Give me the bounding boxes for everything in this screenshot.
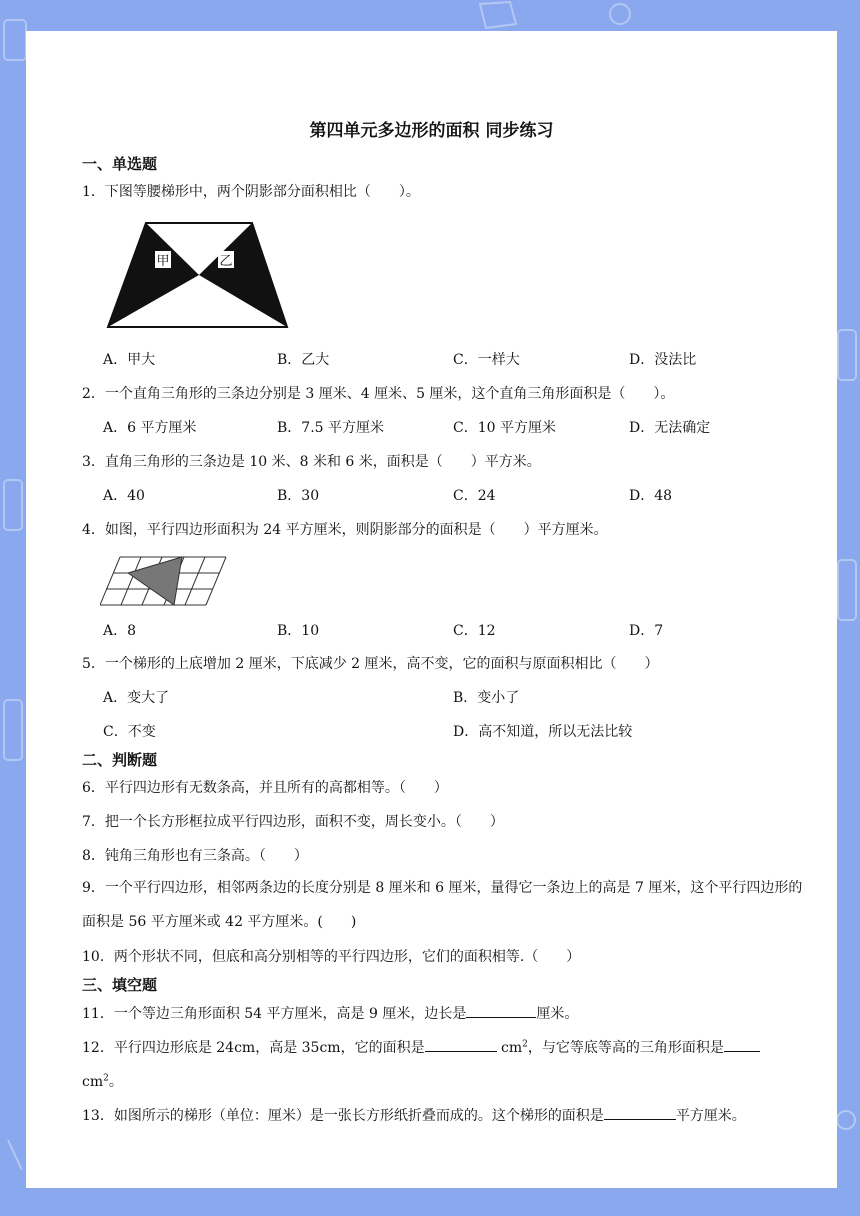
q2-option-b[interactable]: B．7.5 平方厘米: [277, 420, 385, 436]
question-7: 7．把一个长方形框拉成平行四边形，面积不变，周长变小。（ ）: [82, 814, 504, 830]
q11-text-before: 11．一个等边三角形面积 54 平方厘米，高是 9 厘米，边长是: [82, 1006, 467, 1022]
q4-option-d[interactable]: D．7: [629, 623, 664, 639]
question-6: 6．平行四边形有无数条高，并且所有的高都相等。（ ）: [82, 780, 448, 796]
q3-option-c[interactable]: C．24: [453, 488, 496, 504]
question-11: [82, 1003, 578, 1023]
q12-unit-1-sup: 2: [522, 1039, 528, 1050]
q1-option-a[interactable]: A．甲大: [103, 352, 156, 368]
q12-text-end: 。: [108, 1074, 123, 1090]
q2-option-d[interactable]: D．无法确定: [629, 420, 711, 436]
q3-option-d[interactable]: D．48: [629, 488, 673, 504]
question-1: 1．下图等腰梯形中，两个阴影部分面积相比（ ）。: [82, 184, 420, 200]
label-jia: 甲: [156, 254, 170, 269]
q12-answer-blank-1[interactable]: [425, 1037, 497, 1052]
q4-option-b[interactable]: B．10: [277, 623, 320, 639]
q11-text-after: 厘米。: [536, 1006, 579, 1022]
q3-option-b[interactable]: B．30: [277, 488, 320, 504]
section-fill-in: 三、填空题: [82, 976, 158, 994]
q5-option-b[interactable]: B．变小了: [453, 690, 520, 706]
question-12: [82, 1037, 760, 1057]
q12-answer-blank-2[interactable]: [724, 1037, 760, 1052]
label-yi: 乙: [219, 254, 233, 269]
q11-answer-blank[interactable]: [466, 1003, 536, 1018]
question-4: 4．如图，平行四边形面积为 24 平方厘米，则阴影部分的面积是（ ）平方厘米。: [82, 522, 608, 538]
section-single-choice: 一、单选题: [82, 155, 158, 173]
question-12-cont: [82, 1071, 123, 1091]
section-true-false: 二、判断题: [82, 751, 158, 769]
q5-option-a[interactable]: A．变大了: [103, 690, 170, 706]
q5-option-d[interactable]: D．高不知道，所以无法比较: [453, 724, 633, 740]
q4-option-a[interactable]: A．8: [103, 623, 137, 639]
q12-text-mid: ，与它等底等高的三角形面积是: [527, 1040, 724, 1056]
q5-option-c[interactable]: C．不变: [103, 724, 156, 740]
trapezoid-figure: [106, 221, 292, 331]
q12-unit-2: cm: [82, 1074, 104, 1090]
question-9: 9．一个平行四边形，相邻两条边的长度分别是 8 厘米和 6 厘米，量得它一条边上的高是 7 厘米，这个平行四边形的面积是 56 平方厘米或 42 平方厘米。( ): [82, 880, 803, 930]
q4-option-c[interactable]: C．12: [453, 623, 496, 639]
q1-option-b[interactable]: B．乙大: [277, 352, 330, 368]
question-10: 10．两个形状不同，但底和高分别相等的平行四边形，它们的面积相等.（ ）: [82, 949, 581, 965]
question-3: 3．直角三角形的三条边是 10 米、8 米和 6 米，面积是（ ）平方米。: [82, 454, 541, 470]
q13-answer-blank[interactable]: [604, 1105, 676, 1120]
q1-option-c[interactable]: C．一样大: [453, 352, 520, 368]
q12-text-before: 12．平行四边形底是 24cm，高是 35cm，它的面积是: [82, 1040, 425, 1056]
page-title: 第四单元多边形的面积 同步练习: [309, 121, 554, 141]
q12-unit-2-sup: 2: [103, 1073, 109, 1084]
q3-option-a[interactable]: A．40: [103, 488, 145, 504]
q12-unit-1: cm: [496, 1040, 523, 1056]
question-5: 5．一个梯形的上底增加 2 厘米，下底减少 2 厘米，高不变，它的面积与原面积相比（ ）: [82, 656, 659, 672]
question-13: [82, 1105, 746, 1125]
q13-text-after: 平方厘米。: [675, 1108, 746, 1124]
q13-text-before: 13．如图所示的梯形（单位：厘米）是一张长方形纸折叠而成的。这个梯形的面积是: [82, 1108, 604, 1124]
q2-option-a[interactable]: A．6 平方厘米: [103, 420, 197, 436]
question-8: 8．钝角三角形也有三条高。（ ）: [82, 848, 308, 864]
q1-option-d[interactable]: D．没法比: [629, 352, 697, 368]
q2-option-c[interactable]: C．10 平方厘米: [453, 420, 556, 436]
worksheet-page: [26, 31, 837, 1188]
parallelogram-grid-figure: [100, 555, 230, 607]
question-2: 2．一个直角三角形的三条边分别是 3 厘米、4 厘米、5 厘米，这个直角三角形面积是（ ）。: [82, 386, 675, 402]
